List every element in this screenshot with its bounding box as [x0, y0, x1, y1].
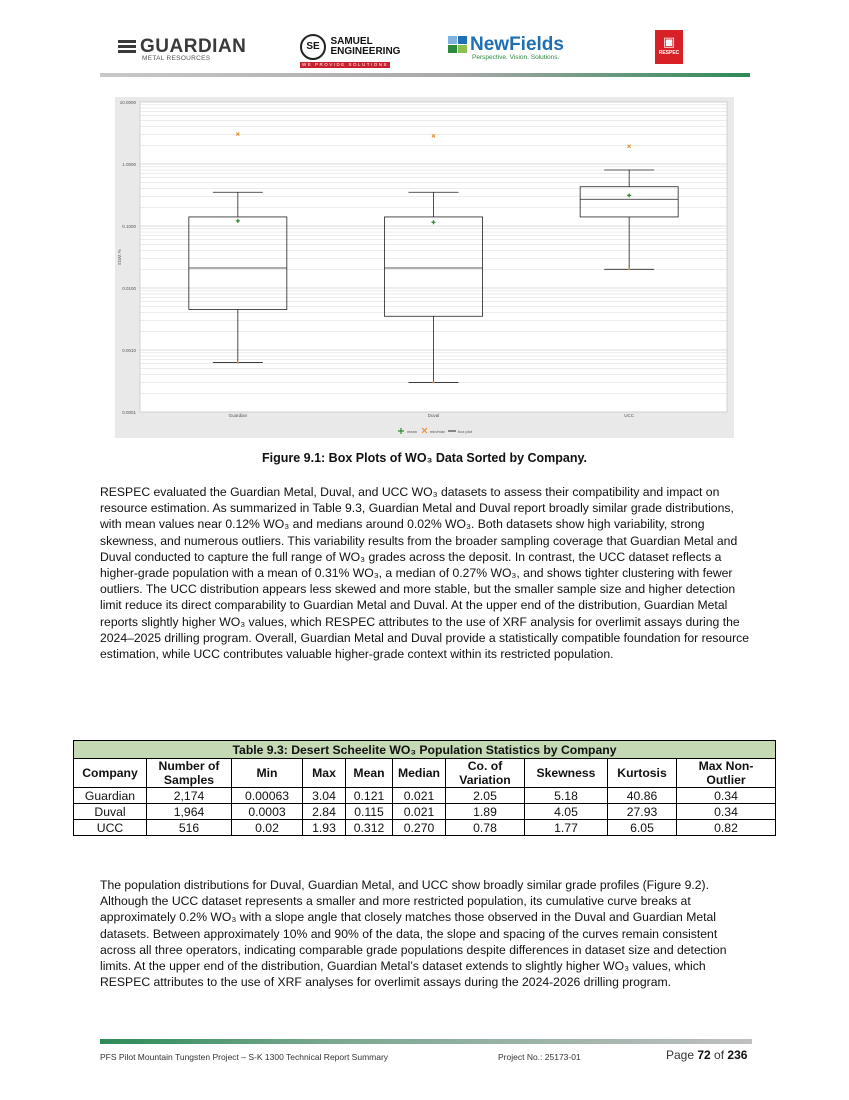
- page-current: 72: [697, 1048, 711, 1062]
- table-cell: 1.77: [525, 820, 608, 836]
- samuel-se-mark: SE: [300, 34, 326, 60]
- respec-logo: [655, 30, 683, 64]
- table-cell: 0.34: [677, 788, 776, 804]
- legend-minmax-label: min/max: [430, 429, 446, 434]
- table-cell: 4.05: [525, 804, 608, 820]
- min-marker: [237, 361, 239, 363]
- y-tick-label: 0.1000: [122, 224, 136, 229]
- table-cell: 40.86: [608, 788, 677, 804]
- table-cell: UCC: [74, 820, 147, 836]
- table-header: Mean: [346, 759, 393, 788]
- table-title: Table 9.3: Desert Scheelite WO₃ Population Statistics by Company: [74, 741, 776, 759]
- table-row: [74, 788, 776, 804]
- table-cell: 2.05: [446, 788, 525, 804]
- table-cell: 1.89: [446, 804, 525, 820]
- guardian-bars-icon: [118, 38, 136, 55]
- y-tick-label: 0.0100: [122, 286, 136, 291]
- newfields-tagline: Perspective. Vision. Solutions.: [472, 54, 560, 61]
- table-row: [74, 820, 776, 836]
- paragraph-evaluation: [100, 484, 750, 662]
- table-cell: Duval: [74, 804, 147, 820]
- footer-rule: [100, 1039, 752, 1044]
- table-header: Median: [393, 759, 446, 788]
- table-header: Max Non-Outlier: [677, 759, 776, 788]
- samuel-name-line2: ENGINEERING: [330, 46, 401, 57]
- table-cell: Guardian: [74, 788, 147, 804]
- table-cell: 2,174: [147, 788, 232, 804]
- samuel-engineering-logo: [300, 34, 401, 67]
- page-prefix: Page: [666, 1048, 698, 1062]
- x-category-label: Duval: [427, 413, 440, 418]
- table-cell: 3.04: [303, 788, 346, 804]
- table-header: Kurtosis: [608, 759, 677, 788]
- table-cell: 27.93: [608, 804, 677, 820]
- footer-page-number: [666, 1048, 747, 1062]
- page-header: [118, 30, 738, 70]
- x-category-label: Guardian: [228, 413, 248, 418]
- y-tick-label: 0.0001: [122, 410, 136, 415]
- table-header: Company: [74, 759, 147, 788]
- table-header: Max: [303, 759, 346, 788]
- table-header: Co. of Variation: [446, 759, 525, 788]
- table-cell: 0.82: [677, 820, 776, 836]
- footer-project-number: Project No.: 25173-01: [498, 1052, 581, 1062]
- x-category-label: UCC: [624, 413, 635, 418]
- min-marker: [628, 268, 630, 270]
- table-cell: 0.121: [346, 788, 393, 804]
- samuel-tagline: WE PROVIDE SOLUTIONS: [301, 62, 388, 67]
- y-tick-label: 0.0010: [122, 348, 136, 353]
- table-header: Min: [232, 759, 303, 788]
- respec-glyph-icon: ▣: [662, 34, 676, 49]
- statistics-table: [73, 740, 776, 836]
- figure-caption: Figure 9.1: Box Plots of WO₃ Data Sorted by Company.: [261, 451, 588, 465]
- table-header: Skewness: [525, 759, 608, 788]
- box-plot-figure: [115, 97, 734, 438]
- guardian-logo-name: GUARDIAN: [140, 36, 247, 57]
- y-axis-label: % WO3: [117, 249, 122, 265]
- table-cell: 0.021: [393, 804, 446, 820]
- table-cell: 0.115: [346, 804, 393, 820]
- table-header: Number of Samples: [147, 759, 232, 788]
- table-cell: 0.270: [393, 820, 446, 836]
- footer-report-title: PFS Pilot Mountain Tungsten Project – S-K 1300 Technical Report Summary: [100, 1052, 389, 1062]
- table-cell: 1,964: [147, 804, 232, 820]
- table-cell: 0.78: [446, 820, 525, 836]
- table-cell: 0.0003: [232, 804, 303, 820]
- table-cell: 0.02: [232, 820, 303, 836]
- paragraph-evaluation-text: RESPEC evaluated the Guardian Metal, Duval, and UCC WO₃ datasets to assess their compatibility and impact on resource estimation. As summarized in Table 9.3, Guardian Metal and Duval report broadly similar grade distributions, with mean values near 0.12% WO₃ and medians around 0.02% WO₃. Both datasets show high variability, strong skewness, and numerous outliers. This variability results from the broader sampling coverage that Guardian Metal and Duval conducted to capture the full range of WO₃ grades across the deposit. In contrast, the UCC dataset reflects a higher-grade population with a mean of 0.31% WO₃, a median of 0.27% WO₃, and shows tighter clustering with fewer outliers. The UCC distribution appears less skewed and more stable, but the smaller sample size and higher detection limit reduce its direct comparability to Guardian Metal and Duval. At the upper end of the distribution, Guardian Metal reports slightly higher WO₃ values, which RESPEC attributes to the use of XRF analysis for overlimit assays during the 2024–2025 drilling program. Overall, Guardian Metal and Duval provide a statistically compatible foundation for resource estimation, while UCC contributes valuable higher-grade context within its restricted population.: [100, 485, 749, 662]
- respec-name: RESPEC: [658, 50, 680, 56]
- guardian-logo-subtitle: METAL RESOURCES: [142, 55, 211, 62]
- page-of: of: [710, 1048, 728, 1062]
- y-tick-label: 1.0000: [122, 162, 136, 167]
- min-marker: [433, 381, 435, 383]
- table-cell: 1.93: [303, 820, 346, 836]
- table-cell: 5.18: [525, 788, 608, 804]
- table-cell: 6.05: [608, 820, 677, 836]
- newfields-logo: [448, 36, 564, 61]
- table-cell: 2.84: [303, 804, 346, 820]
- y-tick-label: 10.0000: [119, 100, 136, 105]
- newfields-squares-icon: [448, 36, 470, 54]
- table-cell: 0.34: [677, 804, 776, 820]
- legend-mean-label: mean: [407, 429, 418, 434]
- paragraph-distributions-text: The population distributions for Duval, Guardian Metal, and UCC show broadly similar grade profiles (Figure 9.2). Although the UCC dataset represents a smaller and more restricted population, its cumulative curve breaks at approximately 0.2% WO₃ with a slope angle that closely matches those observed in the Duval and Guardian Metal datasets. Between approximately 10% and 90% of the data, the slope and spacing of the curves remain consistent across all three operators, indicating comparable grade populations despite differences in dataset size and detection limits. At the upper end of the distribution, Guardian Metal’s dataset extends to slightly higher WO₃ values, which RESPEC attributes to the use of XRF analyses for overlimit assays during the 2024-2026 drilling program.: [100, 878, 727, 990]
- samuel-name-line1: SAMUEL: [330, 36, 373, 47]
- table-cell: 0.312: [346, 820, 393, 836]
- newfields-name: NewFields: [470, 34, 564, 55]
- table-row: [74, 804, 776, 820]
- table-header-row: [74, 759, 776, 788]
- box-plot-chart: [115, 97, 734, 438]
- legend-boxplot-label: box plot: [458, 429, 473, 434]
- table-cell: 516: [147, 820, 232, 836]
- header-rule: [100, 73, 750, 77]
- paragraph-distributions: [100, 877, 750, 990]
- page-total: 236: [727, 1048, 748, 1062]
- guardian-logo: [118, 36, 246, 62]
- table-cell: 0.021: [393, 788, 446, 804]
- table-cell: 0.00063: [232, 788, 303, 804]
